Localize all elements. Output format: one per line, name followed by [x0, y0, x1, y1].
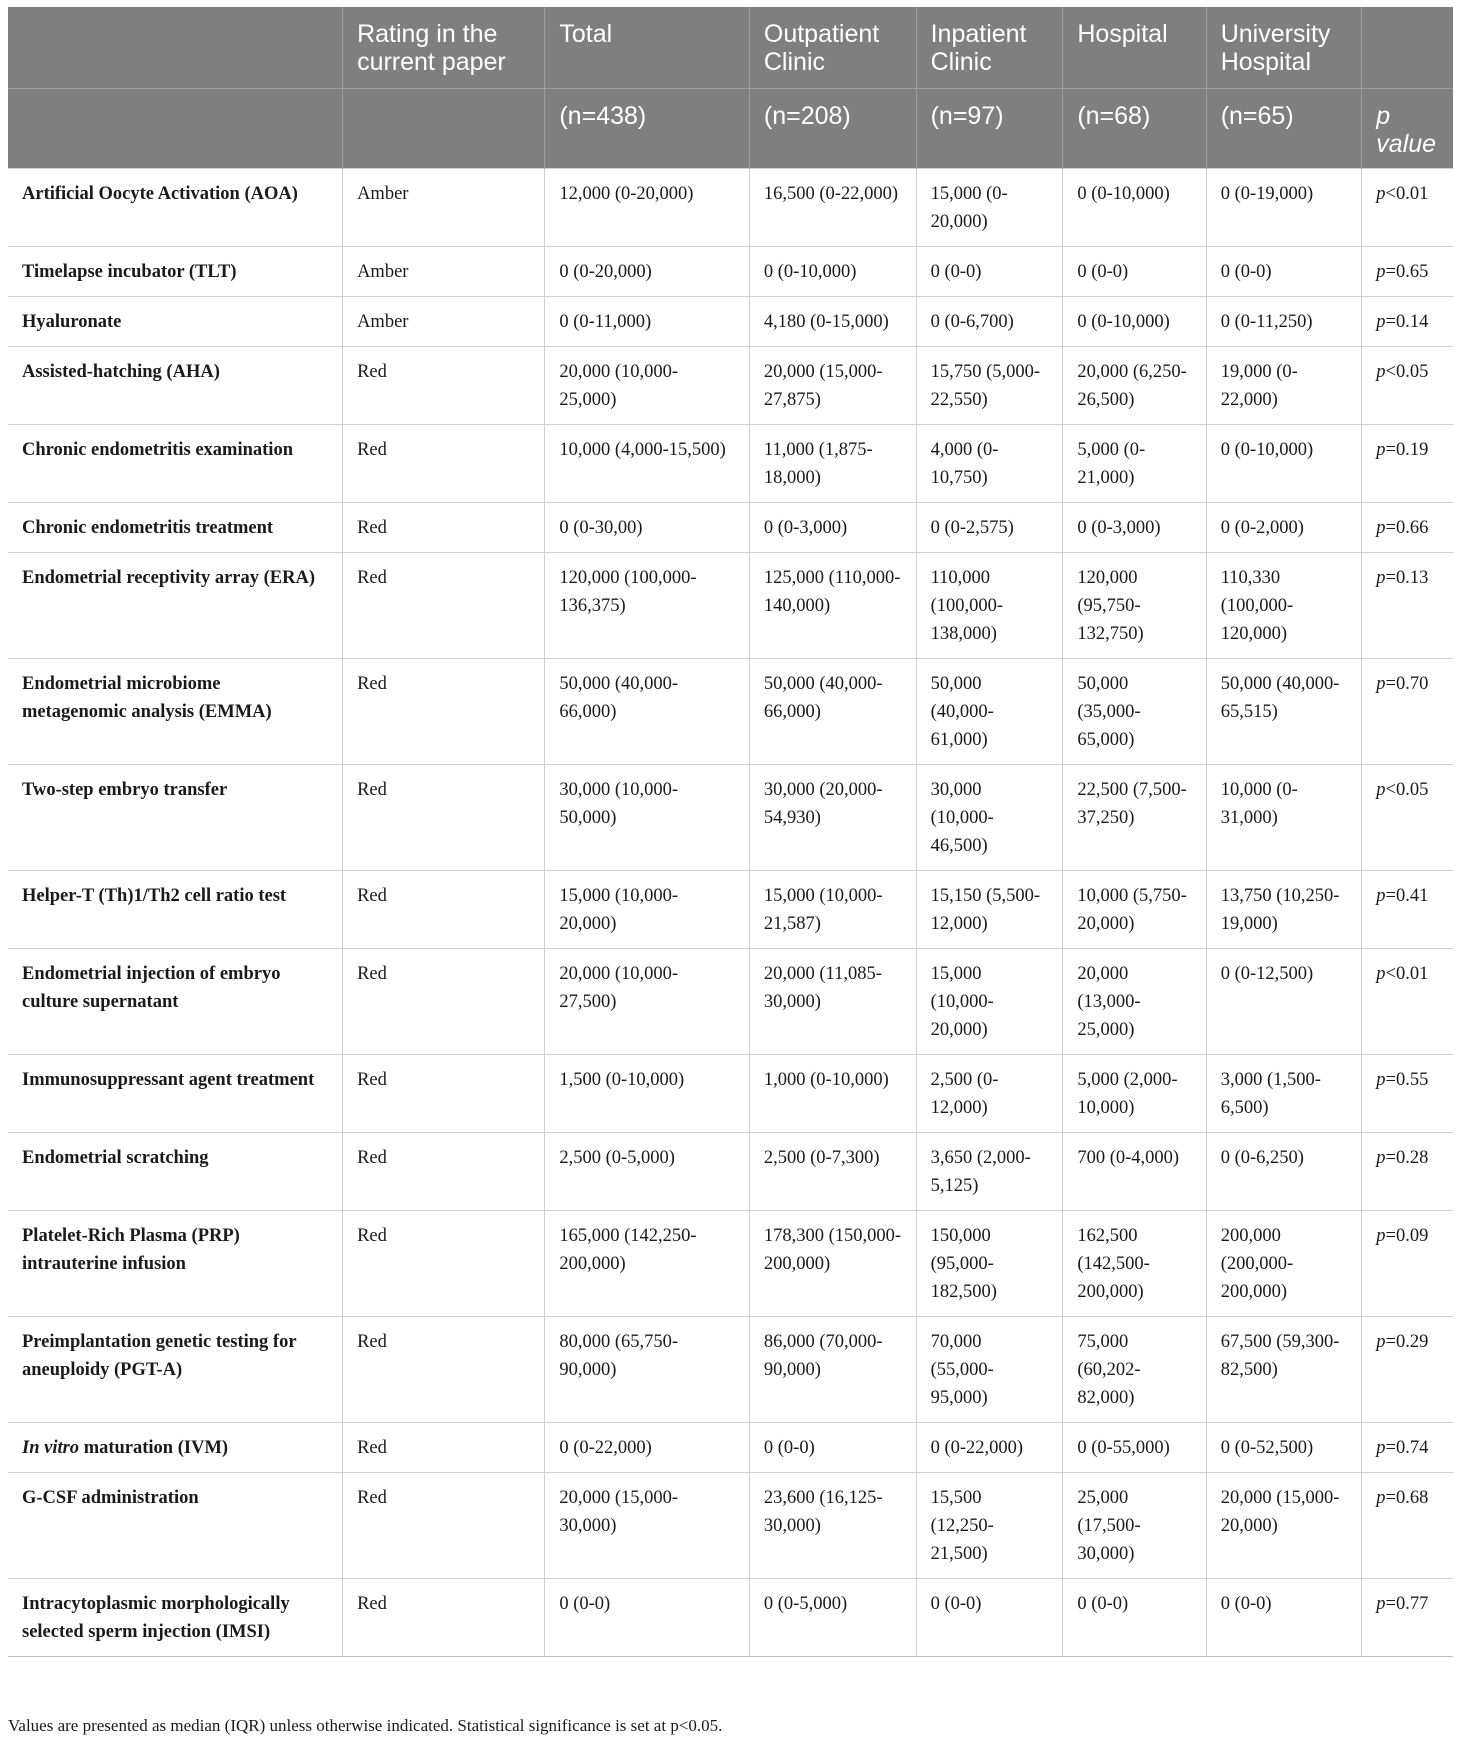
rating-cell: Red [343, 424, 545, 502]
rating-cell: Red [343, 1316, 545, 1422]
item-cell [8, 870, 343, 948]
p-value-text: =0.68 [1385, 1487, 1429, 1508]
table-body [8, 168, 1453, 1656]
hospital-cell: 25,000 (17,500-30,000) [1063, 1472, 1206, 1578]
p-value-cell [1362, 168, 1453, 246]
rating-cell: Red [343, 502, 545, 552]
item-text: Platelet-Rich Plasma (PRP) intrauterine infusion [22, 1225, 240, 1274]
p-symbol: p [1376, 567, 1386, 588]
p-value-text: =0.70 [1385, 673, 1429, 694]
total-cell: 20,000 (10,000-27,500) [545, 948, 750, 1054]
inpatient-cell: 15,500 (12,250-21,500) [916, 1472, 1063, 1578]
outpatient-cell: 11,000 (1,875-18,000) [749, 424, 916, 502]
total-cell: 0 (0-30,00) [545, 502, 750, 552]
hospital-cell: 0 (0-0) [1063, 246, 1206, 296]
university-cell: 10,000 (0-31,000) [1206, 764, 1362, 870]
table-row [8, 424, 1453, 502]
subheader-university-n: (n=65) [1206, 88, 1362, 168]
total-cell: 30,000 (10,000-50,000) [545, 764, 750, 870]
table-row [8, 246, 1453, 296]
outpatient-cell: 1,000 (0-10,000) [749, 1054, 916, 1132]
total-cell: 0 (0-0) [545, 1578, 750, 1656]
p-symbol: p [1376, 517, 1386, 538]
outpatient-cell: 4,180 (0-15,000) [749, 296, 916, 346]
hospital-cell: 0 (0-10,000) [1063, 296, 1206, 346]
inpatient-cell: 2,500 (0-12,000) [916, 1054, 1063, 1132]
column-header-rating: Rating in the current paper [343, 7, 545, 88]
table-row [8, 552, 1453, 658]
p-value-text: =0.13 [1385, 567, 1429, 588]
p-value-cell [1362, 1422, 1453, 1472]
item-text: Intracytoplasmic morphologically selected sperm injection (IMSI) [22, 1593, 290, 1642]
item-text: Endometrial scratching [22, 1147, 209, 1168]
table-row [8, 764, 1453, 870]
rating-cell: Red [343, 1578, 545, 1656]
column-header-total: Total [545, 7, 750, 88]
total-cell: 80,000 (65,750-90,000) [545, 1316, 750, 1422]
rating-cell: Red [343, 948, 545, 1054]
rating-cell: Red [343, 764, 545, 870]
university-cell: 0 (0-0) [1206, 1578, 1362, 1656]
p-value-text: <0.05 [1385, 361, 1429, 382]
subheader-inpatient-n: (n=97) [916, 88, 1063, 168]
subheader-item [8, 88, 343, 168]
p-value-cell [1362, 502, 1453, 552]
p-value-cell [1362, 764, 1453, 870]
item-text: Assisted-hatching (AHA) [22, 361, 220, 382]
p-value-text: =0.29 [1385, 1331, 1429, 1352]
university-cell: 13,750 (10,250-19,000) [1206, 870, 1362, 948]
table-row [8, 168, 1453, 246]
total-cell: 12,000 (0-20,000) [545, 168, 750, 246]
hospital-cell: 0 (0-3,000) [1063, 502, 1206, 552]
outpatient-cell: 50,000 (40,000-66,000) [749, 658, 916, 764]
university-cell: 0 (0-52,500) [1206, 1422, 1362, 1472]
column-header-inpatient: Inpatient Clinic [916, 7, 1063, 88]
inpatient-cell: 50,000 (40,000-61,000) [916, 658, 1063, 764]
hospital-cell: 20,000 (6,250-26,500) [1063, 346, 1206, 424]
inpatient-cell: 4,000 (0-10,750) [916, 424, 1063, 502]
university-cell: 50,000 (40,000-65,515) [1206, 658, 1362, 764]
total-cell: 1,500 (0-10,000) [545, 1054, 750, 1132]
subheader-rating [343, 88, 545, 168]
university-cell: 67,500 (59,300-82,500) [1206, 1316, 1362, 1422]
inpatient-cell: 15,150 (5,500-12,000) [916, 870, 1063, 948]
subheader-p-value: p value [1362, 88, 1453, 168]
outpatient-cell: 125,000 (110,000-140,000) [749, 552, 916, 658]
inpatient-cell: 150,000 (95,000-182,500) [916, 1210, 1063, 1316]
p-symbol: p [1376, 1069, 1386, 1090]
outpatient-cell: 2,500 (0-7,300) [749, 1132, 916, 1210]
hospital-cell: 0 (0-10,000) [1063, 168, 1206, 246]
table-footnote: Values are presented as median (IQR) unless otherwise indicated. Statistical significance is set at p<0.05. [8, 1716, 723, 1735]
outpatient-cell: 0 (0-5,000) [749, 1578, 916, 1656]
p-value-text: <0.01 [1385, 183, 1429, 204]
rating-cell: Red [343, 1054, 545, 1132]
university-cell: 0 (0-2,000) [1206, 502, 1362, 552]
outpatient-cell: 86,000 (70,000-90,000) [749, 1316, 916, 1422]
university-cell: 20,000 (15,000-20,000) [1206, 1472, 1362, 1578]
data-table [8, 7, 1453, 1657]
total-cell: 120,000 (100,000-136,375) [545, 552, 750, 658]
hospital-cell: 162,500 (142,500-200,000) [1063, 1210, 1206, 1316]
inpatient-cell: 0 (0-6,700) [916, 296, 1063, 346]
item-text: G-CSF administration [22, 1487, 199, 1508]
item-cell [8, 1132, 343, 1210]
outpatient-cell: 15,000 (10,000-21,587) [749, 870, 916, 948]
item-cell [8, 764, 343, 870]
item-cell [8, 1472, 343, 1578]
item-cell [8, 1578, 343, 1656]
item-cell [8, 658, 343, 764]
item-cell [8, 1210, 343, 1316]
inpatient-cell: 3,650 (2,000-5,125) [916, 1132, 1063, 1210]
item-cell [8, 246, 343, 296]
hospital-cell: 5,000 (2,000-10,000) [1063, 1054, 1206, 1132]
p-value-cell [1362, 658, 1453, 764]
item-cell [8, 168, 343, 246]
rating-cell: Amber [343, 246, 545, 296]
outpatient-cell: 23,600 (16,125-30,000) [749, 1472, 916, 1578]
total-cell: 15,000 (10,000-20,000) [545, 870, 750, 948]
p-value-text: <0.05 [1385, 779, 1429, 800]
rating-cell: Red [343, 1210, 545, 1316]
inpatient-cell: 15,750 (5,000-22,550) [916, 346, 1063, 424]
inpatient-cell: 0 (0-0) [916, 1578, 1063, 1656]
rating-cell: Amber [343, 296, 545, 346]
outpatient-cell: 20,000 (11,085-30,000) [749, 948, 916, 1054]
hospital-cell: 75,000 (60,202-82,000) [1063, 1316, 1206, 1422]
p-symbol: p [1376, 1147, 1386, 1168]
p-value-text: =0.55 [1385, 1069, 1429, 1090]
inpatient-cell: 0 (0-2,575) [916, 502, 1063, 552]
outpatient-cell: 30,000 (20,000-54,930) [749, 764, 916, 870]
university-cell: 110,330 (100,000-120,000) [1206, 552, 1362, 658]
table-row [8, 1472, 1453, 1578]
column-header-item [8, 7, 343, 88]
table-row [8, 1422, 1453, 1472]
inpatient-cell: 70,000 (55,000-95,000) [916, 1316, 1063, 1422]
p-value-text: =0.66 [1385, 517, 1429, 538]
p-value-cell [1362, 1578, 1453, 1656]
university-cell: 200,000 (200,000-200,000) [1206, 1210, 1362, 1316]
table-row [8, 1578, 1453, 1656]
p-value-text: =0.74 [1385, 1437, 1429, 1458]
table-row [8, 1210, 1453, 1316]
subheader-total-n: (n=438) [545, 88, 750, 168]
rating-cell: Red [343, 552, 545, 658]
item-text: Endometrial receptivity array (ERA) [22, 567, 316, 588]
university-cell: 0 (0-19,000) [1206, 168, 1362, 246]
table-row [8, 658, 1453, 764]
total-cell: 10,000 (4,000-15,500) [545, 424, 750, 502]
inpatient-cell: 110,000 (100,000-138,000) [916, 552, 1063, 658]
p-value-cell [1362, 870, 1453, 948]
column-header-university: University Hospital [1206, 7, 1362, 88]
rating-cell: Red [343, 346, 545, 424]
hospital-cell: 20,000 (13,000-25,000) [1063, 948, 1206, 1054]
rating-cell: Amber [343, 168, 545, 246]
p-value-cell [1362, 1472, 1453, 1578]
table-row [8, 1054, 1453, 1132]
item-text: Immunosuppressant agent treatment [22, 1069, 315, 1090]
p-value-cell [1362, 424, 1453, 502]
rating-cell: Red [343, 1132, 545, 1210]
table-row [8, 296, 1453, 346]
column-header-blank [1362, 7, 1453, 88]
table-row [8, 948, 1453, 1054]
item-cell [8, 296, 343, 346]
p-symbol: p [1376, 361, 1386, 382]
column-header-outpatient: Outpatient Clinic [749, 7, 916, 88]
hospital-cell: 700 (0-4,000) [1063, 1132, 1206, 1210]
item-cell [8, 948, 343, 1054]
university-cell: 0 (0-12,500) [1206, 948, 1362, 1054]
p-symbol: p [1376, 1593, 1386, 1614]
inpatient-cell: 0 (0-22,000) [916, 1422, 1063, 1472]
university-cell: 0 (0-10,000) [1206, 424, 1362, 502]
p-value-text: =0.28 [1385, 1147, 1429, 1168]
item-cell [8, 424, 343, 502]
item-text: Endometrial injection of embryo culture supernatant [22, 963, 281, 1012]
p-value-text: =0.77 [1385, 1593, 1429, 1614]
total-cell: 2,500 (0-5,000) [545, 1132, 750, 1210]
university-cell: 0 (0-0) [1206, 246, 1362, 296]
p-value-cell [1362, 1316, 1453, 1422]
p-symbol: p [1376, 261, 1386, 282]
inpatient-cell: 15,000 (0-20,000) [916, 168, 1063, 246]
subheader-outpatient-n: (n=208) [749, 88, 916, 168]
hospital-cell: 120,000 (95,750-132,750) [1063, 552, 1206, 658]
table-row [8, 1316, 1453, 1422]
item-text: Endometrial microbiome metagenomic analysis (EMMA) [22, 673, 272, 722]
item-text: Two-step embryo transfer [22, 779, 228, 800]
p-symbol: p [1376, 1487, 1386, 1508]
p-symbol: p [1376, 779, 1386, 800]
p-value-cell [1362, 1132, 1453, 1210]
item-cell [8, 1054, 343, 1132]
total-cell: 0 (0-22,000) [545, 1422, 750, 1472]
university-cell: 0 (0-11,250) [1206, 296, 1362, 346]
item-text: Chronic endometritis treatment [22, 517, 274, 538]
table-row [8, 502, 1453, 552]
item-cell [8, 346, 343, 424]
table-row [8, 870, 1453, 948]
subheader-hospital-n: (n=68) [1063, 88, 1206, 168]
outpatient-cell: 0 (0-3,000) [749, 502, 916, 552]
inpatient-cell: 30,000 (10,000-46,500) [916, 764, 1063, 870]
university-cell: 0 (0-6,250) [1206, 1132, 1362, 1210]
p-symbol: p [1376, 963, 1386, 984]
p-value-text: =0.19 [1385, 439, 1429, 460]
item-cell [8, 1316, 343, 1422]
rating-cell: Red [343, 870, 545, 948]
item-cell [8, 552, 343, 658]
p-symbol: p [1376, 673, 1386, 694]
p-symbol: p [1376, 1225, 1386, 1246]
total-cell: 165,000 (142,250-200,000) [545, 1210, 750, 1316]
item-cell [8, 502, 343, 552]
header-row [8, 7, 1453, 88]
total-cell: 0 (0-20,000) [545, 246, 750, 296]
university-cell: 19,000 (0-22,000) [1206, 346, 1362, 424]
total-cell: 50,000 (40,000-66,000) [545, 658, 750, 764]
rating-cell: Red [343, 1422, 545, 1472]
university-cell: 3,000 (1,500-6,500) [1206, 1054, 1362, 1132]
p-value-cell [1362, 1054, 1453, 1132]
p-symbol: p [1376, 311, 1386, 332]
item-text: Hyaluronate [22, 311, 122, 332]
outpatient-cell: 16,500 (0-22,000) [749, 168, 916, 246]
total-cell: 20,000 (10,000-25,000) [545, 346, 750, 424]
p-value-text: =0.09 [1385, 1225, 1429, 1246]
item-cell [8, 1422, 343, 1472]
p-symbol: p [1376, 439, 1386, 460]
table-row [8, 346, 1453, 424]
hospital-cell: 22,500 (7,500-37,250) [1063, 764, 1206, 870]
hospital-cell: 5,000 (0-21,000) [1063, 424, 1206, 502]
item-text: Preimplantation genetic testing for aneuploidy (PGT-A) [22, 1331, 297, 1380]
item-text: maturation (IVM) [79, 1437, 229, 1458]
item-text: Helper-T (Th)1/Th2 cell ratio test [22, 885, 287, 906]
p-value-cell [1362, 948, 1453, 1054]
p-symbol: p [1376, 183, 1386, 204]
inpatient-cell: 0 (0-0) [916, 246, 1063, 296]
p-value-cell [1362, 246, 1453, 296]
p-value-text: =0.65 [1385, 261, 1429, 282]
p-value-cell [1362, 552, 1453, 658]
rating-cell: Red [343, 658, 545, 764]
p-value-text: =0.14 [1385, 311, 1429, 332]
outpatient-cell: 0 (0-10,000) [749, 246, 916, 296]
outpatient-cell: 178,300 (150,000-200,000) [749, 1210, 916, 1316]
table-row [8, 1132, 1453, 1210]
outpatient-cell: 0 (0-0) [749, 1422, 916, 1472]
hospital-cell: 0 (0-55,000) [1063, 1422, 1206, 1472]
p-symbol: p [1376, 1437, 1386, 1458]
p-value-cell [1362, 296, 1453, 346]
p-value-cell [1362, 346, 1453, 424]
subheader-row [8, 88, 1453, 168]
inpatient-cell: 15,000 (10,000-20,000) [916, 948, 1063, 1054]
total-cell: 0 (0-11,000) [545, 296, 750, 346]
outpatient-cell: 20,000 (15,000-27,875) [749, 346, 916, 424]
hospital-cell: 0 (0-0) [1063, 1578, 1206, 1656]
item-italic-text: In vitro [22, 1437, 80, 1458]
hospital-cell: 10,000 (5,750-20,000) [1063, 870, 1206, 948]
item-text: Artificial Oocyte Activation (AOA) [22, 183, 298, 204]
rating-cell: Red [343, 1472, 545, 1578]
hospital-cell: 50,000 (35,000-65,000) [1063, 658, 1206, 764]
p-symbol: p [1376, 885, 1386, 906]
column-header-hospital: Hospital [1063, 7, 1206, 88]
item-text: Timelapse incubator (TLT) [22, 261, 237, 282]
p-value-text: =0.41 [1385, 885, 1429, 906]
total-cell: 20,000 (15,000-30,000) [545, 1472, 750, 1578]
p-symbol: p [1376, 1331, 1386, 1352]
p-value-text: <0.01 [1385, 963, 1429, 984]
p-value-cell [1362, 1210, 1453, 1316]
item-text: Chronic endometritis examination [22, 439, 293, 460]
